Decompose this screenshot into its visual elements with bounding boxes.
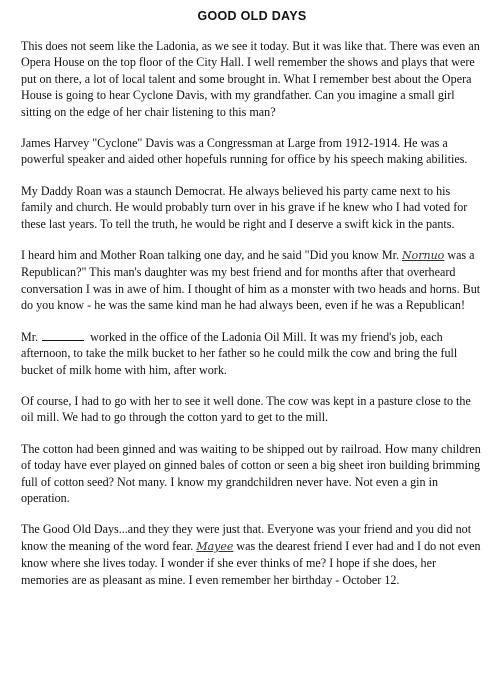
paragraph-oil-mill bbox=[21, 329, 483, 378]
paragraph-cow-pasture: Of course, I had to go with her to see it well done. The cow was kept in a pasture close to the oil mill. We had to go through the cotton yard to get to the mill. bbox=[21, 393, 471, 425]
paragraph-text-after: was a Republican?" This man's daughter was my best friend and for months after that overheard conversation I was in awe of him. I thought of him as a monster with two heads and horns. But do you know - he was the same kind man he had always been, even if he was a Republican! bbox=[21, 248, 481, 313]
paragraph-text-before: I heard him and Mother Roan talking one day, and he said "Did you know Mr. bbox=[21, 248, 402, 263]
document-page bbox=[21, 8, 483, 603]
paragraph-text-before: The Good Old Days...and they they were just that. Everyone was your friend and you did not know the meaning of the word fear. bbox=[21, 522, 472, 553]
paragraph-opera-house: This does not seem like the Ladonia, as we see it today. But it was like that. There was even an Opera House on the top floor of the City Hall. I well remember the shows and plays that were put on there, a lot of local talent and some brought in. What I remember best about the Opera House is going to hear Cyclone Davis, with my grandfather. Can you imagine a small girl sitting on the edge of her chair listening to this man? bbox=[21, 39, 480, 119]
paragraph-republican bbox=[21, 247, 483, 314]
paragraph-text-before: Mr. bbox=[21, 329, 39, 344]
handwritten-name: Nornuo bbox=[402, 249, 445, 263]
paragraph-good-old-days bbox=[21, 521, 483, 588]
paragraph-text-after: was the dearest friend I ever had and I do not even know where she lives today. I wonder if she ever thinks of me? I hope if she does, her memories are as pleasant as mine. I even remember her birthday - October 12. bbox=[21, 538, 481, 587]
paragraph-cyclone-davis: James Harvey "Cyclone" Davis was a Congressman at Large from 1912-1914. He was a powerful speaker and aided other hopefuls running for office by his speech making abilities. bbox=[21, 136, 468, 167]
paragraph-text-after: worked in the office of the Ladonia Oil Mill. It was my friend's job, each afternoon, to take the milk bucket to her father so he could milk the cow and bring the full bucket of milk home with him, after work. bbox=[21, 329, 458, 377]
document-title: GOOD OLD DAYS bbox=[197, 9, 307, 23]
paragraph-daddy-roan: My Daddy Roan was a staunch Democrat. He always believed his party came next to his family and church. He would probably turn over in his grave if he knew who I had voted for these last years. To tell the truth, he would be right and I deserve a swift kick in the pants. bbox=[21, 183, 468, 231]
handwritten-name: Mayee bbox=[196, 539, 234, 553]
blank-name-line bbox=[42, 330, 84, 341]
paragraph-cotton: The cotton had been ginned and was waiting to be shipped out by railroad. How many children of today have ever played on ginned bales of cotton or seen a big sheet iron building brimming full of cotton seed? Not many. I know my grandchildren never have. Not even a gin in operation. bbox=[21, 441, 481, 505]
